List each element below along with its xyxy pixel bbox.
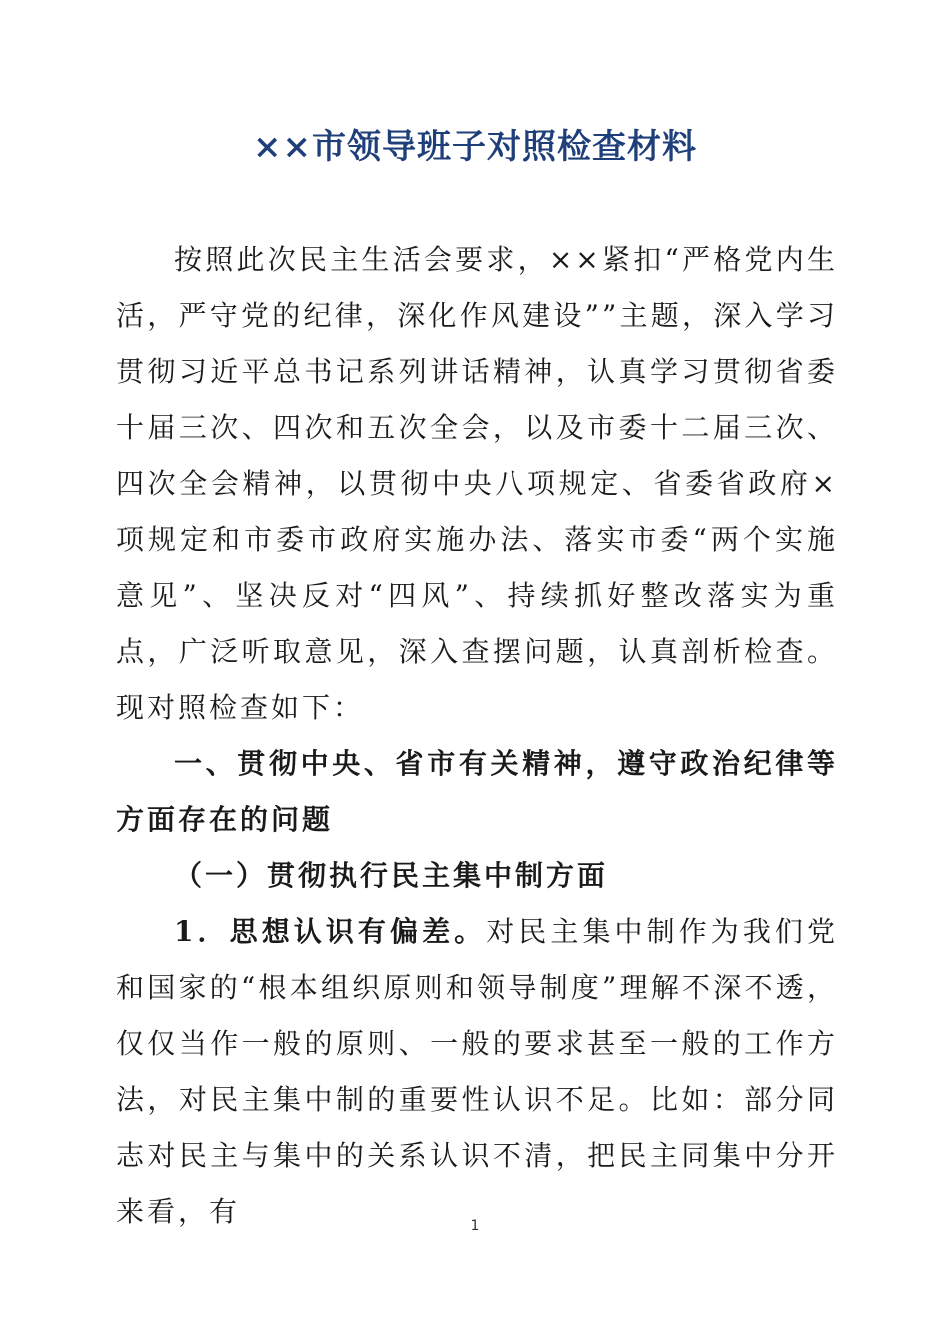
item-lead: 1．思想认识有偏差。	[174, 915, 487, 948]
section-heading: 一、贯彻中央、省市有关精神，遵守政治纪律等方面存在的问题	[116, 747, 838, 836]
document-title: ××市领导班子对照检查材料	[253, 127, 697, 167]
intro-paragraph: 按照此次民主生活会要求，××紧扣“严格党内生活，严守党的纪律，深化作风建设””主题，深入学习贯彻习近平总书记系列讲话精神，认真学习贯彻省委十届三次、四次和五次全会，以及市委十二届三次、四次全会精神，以贯彻中央八项规定、省委省政府×项规定和市委市政府实施办法、落实市委“两个实施意见”、坚决反对“四风”、持续抓好整改落实为重点，广泛听取意见，深入查摆问题，认真剖析检查。现对照检查如下：	[116, 243, 838, 724]
document-body	[116, 232, 838, 1240]
page-number: 1	[470, 1218, 480, 1234]
subsection-heading: （一）贯彻执行民主集中制方面	[174, 859, 609, 892]
item-paragraph	[116, 904, 838, 1240]
item-text: 对民主集中制作为我们党和国家的“根本组织原则和领导制度”理解不深不透，仅仅当作一般的原则、一般的要求甚至一般的工作方法，对民主集中制的重要性认识不足。比如：部分同志对民主与集中的关系认识不清，把民主同集中分开来看，有	[116, 915, 838, 1228]
